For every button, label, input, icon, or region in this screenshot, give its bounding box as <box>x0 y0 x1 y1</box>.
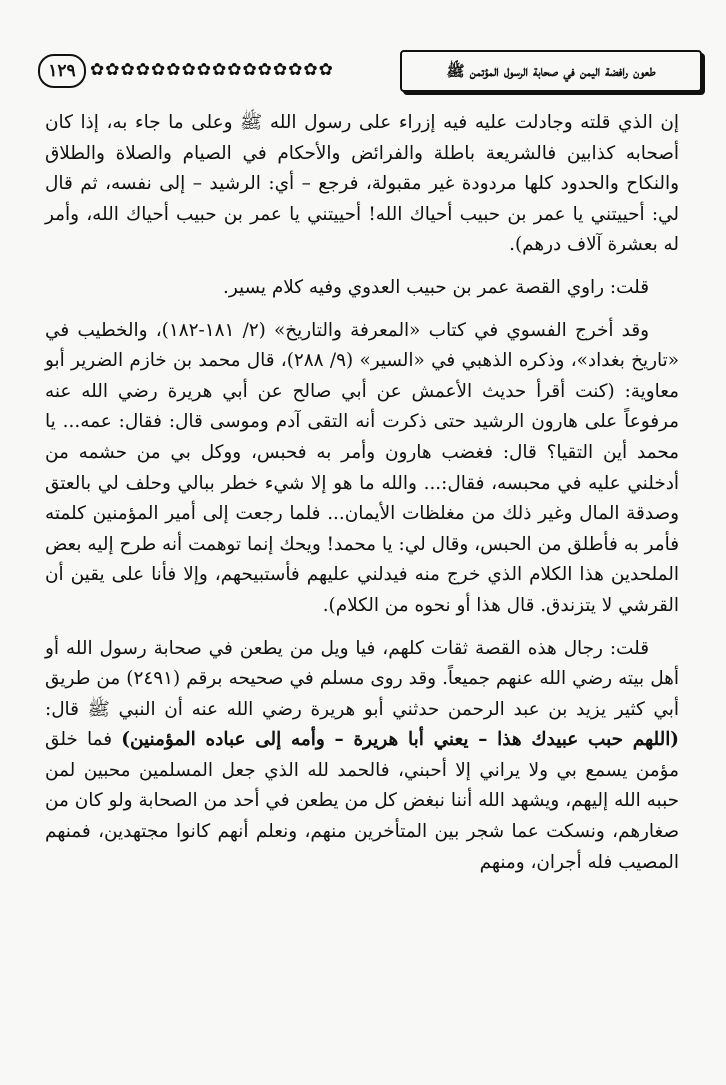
running-title: طعون رافضة اليمن في صحابة الرسول المؤتمن ﷺ <box>400 50 702 92</box>
ornament-border: ✿✿✿✿✿✿✿✿✿✿✿✿✿✿✿✿ <box>90 60 334 80</box>
paragraph-1: إن الذي قلته وجادلت عليه فيه إزراء على رسول الله ﷺ وعلى ما جاء به، إذا كان أصحابه كذابين فالشريعة باطلة والفرائض والأحكام في الصيام والصلاة والطلاق والنكاح والحدود كلها مردودة غير مقبولة، فرجع – أي: الرشيد – إلى نفسه، ثم قال لي: أحييتني يا عمر بن حبيب أحياك الله! أحييتني يا عمر بن حبيب أحياك الله، وأمر له بعشرة آلاف درهم). <box>45 112 679 256</box>
body-text <box>45 108 679 890</box>
hadith-quote: (اللهم حبب عبيدك هذا – يعني أبا هريرة – وأمه إلى عباده المؤمنين) <box>121 729 680 751</box>
paragraph-2: قلت: راوي القصة عمر بن حبيب العدوي وفيه كلام يسير. <box>222 276 649 298</box>
page-number: ١٢٩ <box>38 54 86 88</box>
paragraph-4-intro: قلت: رجال هذه القصة ثقات كلهم، فيا ويل من يطعن في صحابة رسول الله أو أهل بيته رضي الله عنهم جميعاً. وقد روى مسلم في صحيحه برقم (٢٤٩١) من طريق أبي كثير يزيد بن عبد الرحمن حدثني أبو هريرة رضي الله عنه أن النبي ﷺ قال: <box>45 637 679 720</box>
paragraph-4-rest: فما خلق مؤمن يسمع بي ولا يراني إلا أحبني، فالحمد لله الذي جعل المسلمين محبين لمن حببه الله إليهم، ويشهد الله أننا نبغض كل من يطعن في أحد من الصحابة ولو كان من صغارهم، ونسكت عما شجر بين المتأخرين منهم، ونعلم أنهم كانوا مجتهدين، فمنهم المصيب فله أجران، ومنهم <box>45 729 679 873</box>
running-header <box>38 48 700 92</box>
paragraph-3: وقد أخرج الفسوي في كتاب «المعرفة والتاريخ» (٢/ ١٨١-١٨٢)، والخطيب في «تاريخ بغداد»، وذكره الذهبي في «السير» (٩/ ٢٨٨)، قال محمد بن خازم الضرير أبو معاوية: (كنت أقرأ حديث الأعمش عن أبي صالح عن أبي هريرة رضي الله عنه مرفوعاً على هارون الرشيد حتى ذكرت أنه التقى آدم وموسى قال: فقال: عمه... يا محمد أين التقيا؟ قال: فغضب هارون وأمر به فحبس، ووكل بي من حشمه من أدخلني عليه في محبسه، فقال:... والله ما هو إلا شيء خطر ببالي وحلف لي بالعتق وصدقة المال وغير ذلك من مغلظات الأيمان... فلما رجعت إلى أمير المؤمنين كلمته فأمر به فأطلق من الحبس، وقال لي: يا محمد! ويحك إنما توهمت أنه طرح إليه بعض الملحدين هذا الكلام الذي خرج منه فيدلني عليهم فأستبيحهم، وإلا فأنا على يقين أن القرشي لا يتزندق. قال هذا أو نحوه من الكلام). <box>45 319 679 616</box>
paragraph-4 <box>45 634 679 879</box>
